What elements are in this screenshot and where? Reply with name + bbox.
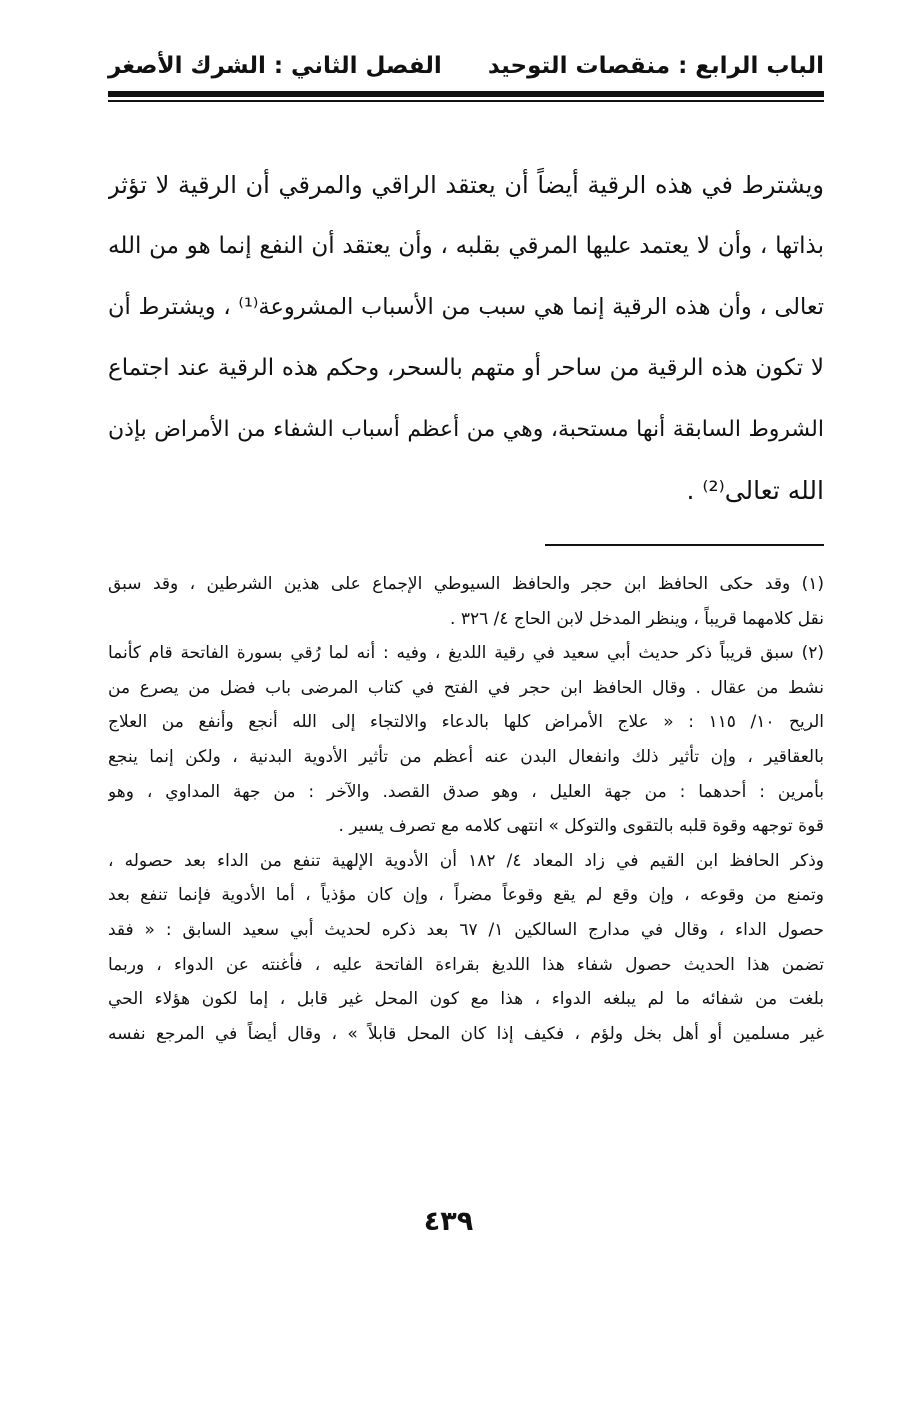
- footnote-line: بأمرين : أحدهما : من جهة العليل ، وهو صدق القصد. والآخر : من جهة المداوي ، وهو: [108, 781, 824, 802]
- footnote-line: (٢) سبق قريباً ذكر حديث أبي سعيد في رقية اللديغ ، وفيه : أنه لما رُقي بسورة الفاتحة قام كأنما: [108, 643, 824, 664]
- footnote-line: (١) وقد حكى الحافظ ابن حجر والحافظ السيوطي الإجماع على هذين الشرطين ، وقد سبق: [108, 574, 824, 594]
- text-line: تعالى ، وأن هذه الرقية إنما هي سبب من الأسباب المشروعة⁽¹⁾ ، ويشترط أن: [108, 294, 824, 320]
- page-number: ٤٣٩: [423, 1206, 474, 1237]
- text-line: بذاتها ، وأن لا يعتمد عليها المرقي بقلبه ، وأن يعتقد أن النفع إنما هو من الله: [108, 233, 824, 259]
- footnote-line: حصول الداء ، وقال في مدارج السالكين ١/ ٦٧ بعد ذكره لحديث أبي سعيد السابق : « فقد: [108, 919, 824, 940]
- footnote-line: وتمنع من وقوعه ، وإن وقع لم يقع وقوعاً مضراً ، وإن كان مؤذياً ، أما الأدوية فإنما تنفع بعد: [108, 885, 824, 906]
- footnote-line: تضمن هذا الحديث حصول شفاء هذا اللديغ بقراءة الفاتحة عليه ، فأغنته عن الدواء ، وربما: [108, 954, 824, 975]
- footnote-line: بالعقاقير ، وإن تأثير ذلك وانفعال البدن عنه أعظم من تأثير الأدوية البدنية ، ولكن إنما ينجع: [108, 746, 824, 767]
- text-line: لا تكون هذه الرقية من ساحر أو متهم بالسحر، وحكم هذه الرقية عند اجتماع: [108, 355, 824, 381]
- footnote-line: بلغت من شفائه ما لم يبلغه الدواء ، هذا مع كون المحل غير قابل ، إما لكون هؤلاء الحي: [108, 989, 824, 1010]
- header-rule-thin: [108, 100, 824, 102]
- text-line: ويشترط في هذه الرقية أيضاً أن يعتقد الراقي والمرقي أن الرقية لا تؤثر: [108, 171, 824, 199]
- footnote-line: نقل كلامهما قريباً ، وينظر المدخل لابن الحاج ٤/ ٣٢٦ .: [450, 608, 824, 629]
- footnote-line: قوة توجهه وقوة قلبه بالتقوى والتوكل » انتهى كلامه مع تصرف يسير .: [338, 816, 824, 837]
- footnote-separator: [545, 544, 824, 546]
- section-title: الفصل الثاني : الشرك الأصغر: [108, 53, 442, 79]
- main-text: [108, 155, 824, 521]
- text-line: الشروط السابقة أنها مستحبة، وهي من أعظم أسباب الشفاء من الأمراض بإذن: [108, 417, 824, 442]
- footnotes: [108, 567, 824, 1051]
- text-line: الله تعالى⁽²⁾ .: [686, 476, 824, 505]
- footnote-line: نشط من عقال . وقال الحافظ ابن حجر في الفتح في كتاب المرضى باب فضل من يصرع من: [108, 677, 824, 698]
- header-rule-thick: [108, 91, 824, 97]
- footnote-line: غير مسلمين أو أهل بخل ولؤم ، فكيف إذا كان المحل قابلاً » ، وقال أيضاً في المرجع نفسه: [108, 1023, 824, 1044]
- footnote-line: الريح ١٠/ ١١٥ : « علاج الأمراض كلها بالدعاء والالتجاء إلى الله أنجع وأنفع من العلاج: [108, 712, 824, 733]
- footnote-line: وذكر الحافظ ابن القيم في زاد المعاد ٤/ ١٨٢ أن الأدوية الإلهية تنفع من الداء بعد حصوله ،: [108, 850, 824, 871]
- running-header: [108, 46, 824, 86]
- chapter-title: الباب الرابع : منقصات التوحيد: [487, 53, 824, 79]
